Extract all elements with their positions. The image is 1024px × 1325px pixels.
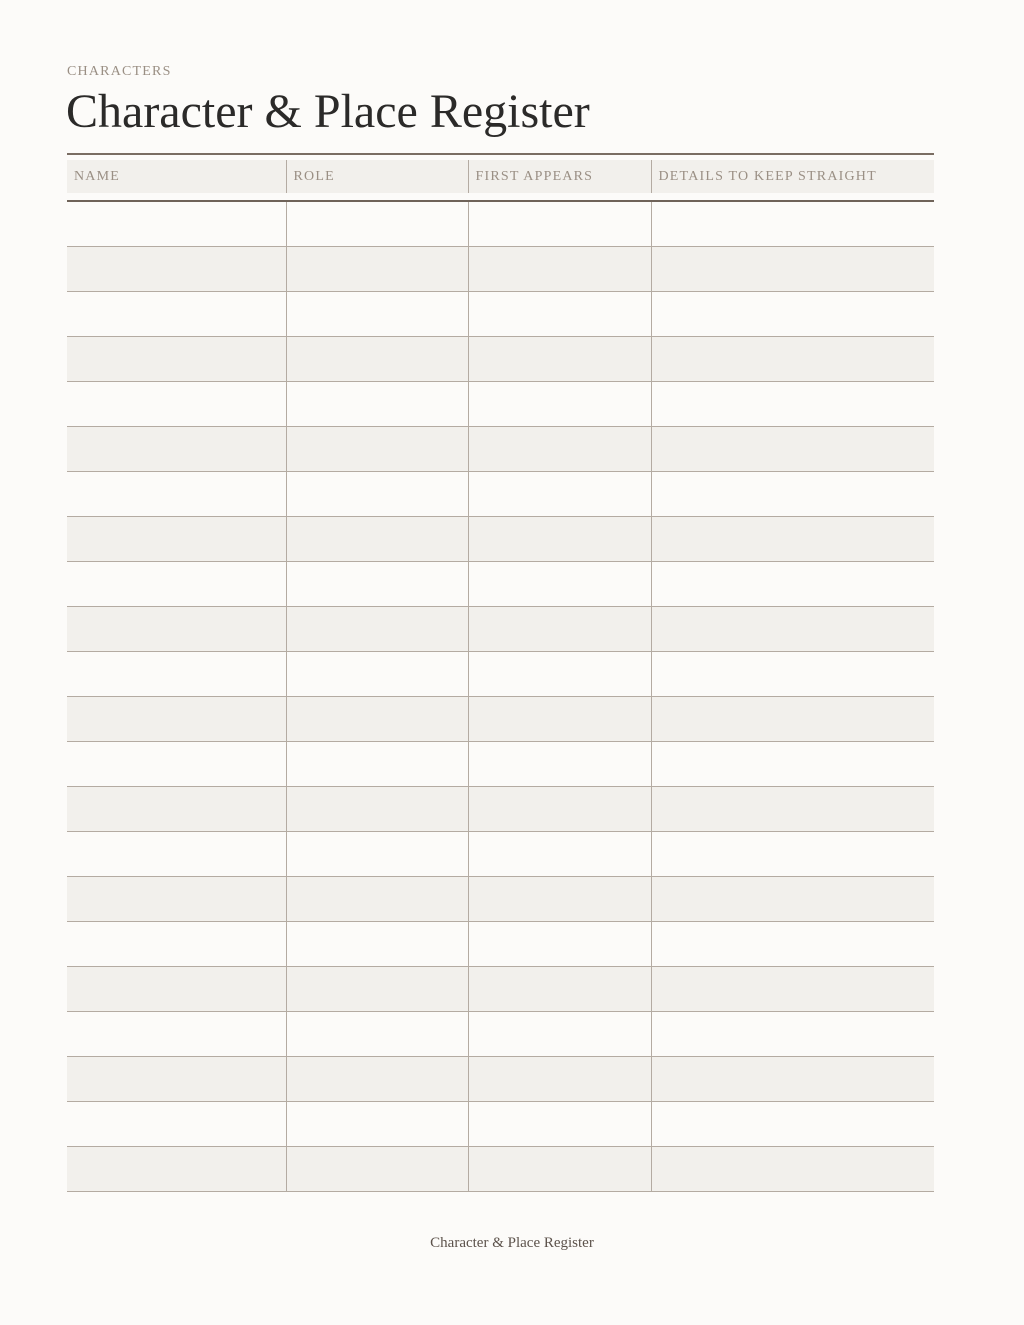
first-appears-cell[interactable] [468, 472, 651, 517]
name-cell[interactable] [67, 877, 286, 922]
name-cell[interactable] [67, 562, 286, 607]
table-row [67, 472, 934, 517]
name-cell[interactable] [67, 517, 286, 562]
details-cell[interactable] [651, 787, 934, 832]
first-appears-cell[interactable] [468, 382, 651, 427]
role-cell[interactable] [286, 652, 468, 697]
table-row [67, 1102, 934, 1147]
details-cell[interactable] [651, 1147, 934, 1192]
details-cell[interactable] [651, 922, 934, 967]
table-row [67, 652, 934, 697]
table-row [67, 922, 934, 967]
first-appears-cell[interactable] [468, 1102, 651, 1147]
table-row [67, 247, 934, 292]
name-cell[interactable] [67, 247, 286, 292]
details-cell[interactable] [651, 1012, 934, 1057]
first-appears-cell[interactable] [468, 1147, 651, 1192]
role-cell[interactable] [286, 922, 468, 967]
first-appears-cell[interactable] [468, 697, 651, 742]
table-row [67, 382, 934, 427]
table-row [67, 1012, 934, 1057]
first-appears-cell[interactable] [468, 427, 651, 472]
details-cell[interactable] [651, 1057, 934, 1102]
role-cell[interactable] [286, 562, 468, 607]
name-cell[interactable] [67, 787, 286, 832]
role-cell[interactable] [286, 742, 468, 787]
details-cell[interactable] [651, 427, 934, 472]
role-cell[interactable] [286, 877, 468, 922]
table-row [67, 697, 934, 742]
name-cell[interactable] [67, 607, 286, 652]
details-cell[interactable] [651, 607, 934, 652]
first-appears-cell[interactable] [468, 517, 651, 562]
register-body [67, 197, 934, 1192]
role-cell[interactable] [286, 382, 468, 427]
column-header-name: NAME [67, 160, 286, 197]
role-cell[interactable] [286, 1057, 468, 1102]
page-title: Character & Place Register [66, 85, 590, 138]
table-row [67, 1057, 934, 1102]
name-cell[interactable] [67, 832, 286, 877]
name-cell[interactable] [67, 382, 286, 427]
table-row [67, 292, 934, 337]
first-appears-cell[interactable] [468, 607, 651, 652]
first-appears-cell[interactable] [468, 1057, 651, 1102]
role-cell[interactable] [286, 1102, 468, 1147]
details-cell[interactable] [651, 472, 934, 517]
role-cell[interactable] [286, 247, 468, 292]
details-cell[interactable] [651, 562, 934, 607]
first-appears-cell[interactable] [468, 1012, 651, 1057]
page-footer: Character & Place Register [430, 1235, 594, 1251]
details-cell[interactable] [651, 1102, 934, 1147]
details-cell[interactable] [651, 247, 934, 292]
table-row [67, 742, 934, 787]
details-cell[interactable] [651, 201, 934, 247]
name-cell[interactable] [67, 1012, 286, 1057]
table-row [67, 1147, 934, 1192]
name-cell[interactable] [67, 697, 286, 742]
role-cell[interactable] [286, 832, 468, 877]
role-cell[interactable] [286, 967, 468, 1012]
table-row [67, 517, 934, 562]
header-row [67, 160, 934, 197]
column-header-details: DETAILS TO KEEP STRAIGHT [651, 160, 934, 197]
name-cell[interactable] [67, 1102, 286, 1147]
role-cell[interactable] [286, 517, 468, 562]
role-cell[interactable] [286, 697, 468, 742]
first-appears-cell[interactable] [468, 337, 651, 382]
table-row [67, 832, 934, 877]
details-cell[interactable] [651, 697, 934, 742]
section-eyebrow: CHARACTERS [67, 64, 172, 79]
first-appears-cell[interactable] [468, 742, 651, 787]
column-header-role: ROLE [286, 160, 468, 197]
details-cell[interactable] [651, 292, 934, 337]
title-rule [67, 153, 934, 155]
name-cell[interactable] [67, 922, 286, 967]
first-appears-cell[interactable] [468, 922, 651, 967]
role-cell[interactable] [286, 787, 468, 832]
name-cell[interactable] [67, 427, 286, 472]
first-appears-cell[interactable] [468, 967, 651, 1012]
role-cell[interactable] [286, 1147, 468, 1192]
details-cell[interactable] [651, 832, 934, 877]
details-cell[interactable] [651, 652, 934, 697]
name-cell[interactable] [67, 472, 286, 517]
name-cell[interactable] [67, 1057, 286, 1102]
name-cell[interactable] [67, 652, 286, 697]
register-table [67, 160, 934, 1192]
name-cell[interactable] [67, 201, 286, 247]
table-row [67, 337, 934, 382]
first-appears-cell[interactable] [468, 247, 651, 292]
name-cell[interactable] [67, 1147, 286, 1192]
table-row [67, 877, 934, 922]
first-appears-cell[interactable] [468, 562, 651, 607]
name-cell[interactable] [67, 292, 286, 337]
table-row [67, 427, 934, 472]
table-row [67, 967, 934, 1012]
role-cell[interactable] [286, 337, 468, 382]
role-cell[interactable] [286, 201, 468, 247]
details-cell[interactable] [651, 517, 934, 562]
first-appears-cell[interactable] [468, 832, 651, 877]
details-cell[interactable] [651, 742, 934, 787]
role-cell[interactable] [286, 427, 468, 472]
role-cell[interactable] [286, 472, 468, 517]
details-cell[interactable] [651, 337, 934, 382]
first-appears-cell[interactable] [468, 877, 651, 922]
first-appears-cell[interactable] [468, 652, 651, 697]
table-row [67, 201, 934, 247]
name-cell[interactable] [67, 742, 286, 787]
role-cell[interactable] [286, 1012, 468, 1057]
role-cell[interactable] [286, 607, 468, 652]
table-row [67, 562, 934, 607]
table-row [67, 787, 934, 832]
details-cell[interactable] [651, 382, 934, 427]
details-cell[interactable] [651, 967, 934, 1012]
first-appears-cell[interactable] [468, 787, 651, 832]
table-row [67, 607, 934, 652]
name-cell[interactable] [67, 967, 286, 1012]
column-header-first-appears: FIRST APPEARS [468, 160, 651, 197]
details-cell[interactable] [651, 877, 934, 922]
name-cell[interactable] [67, 337, 286, 382]
first-appears-cell[interactable] [468, 201, 651, 247]
first-appears-cell[interactable] [468, 292, 651, 337]
role-cell[interactable] [286, 292, 468, 337]
